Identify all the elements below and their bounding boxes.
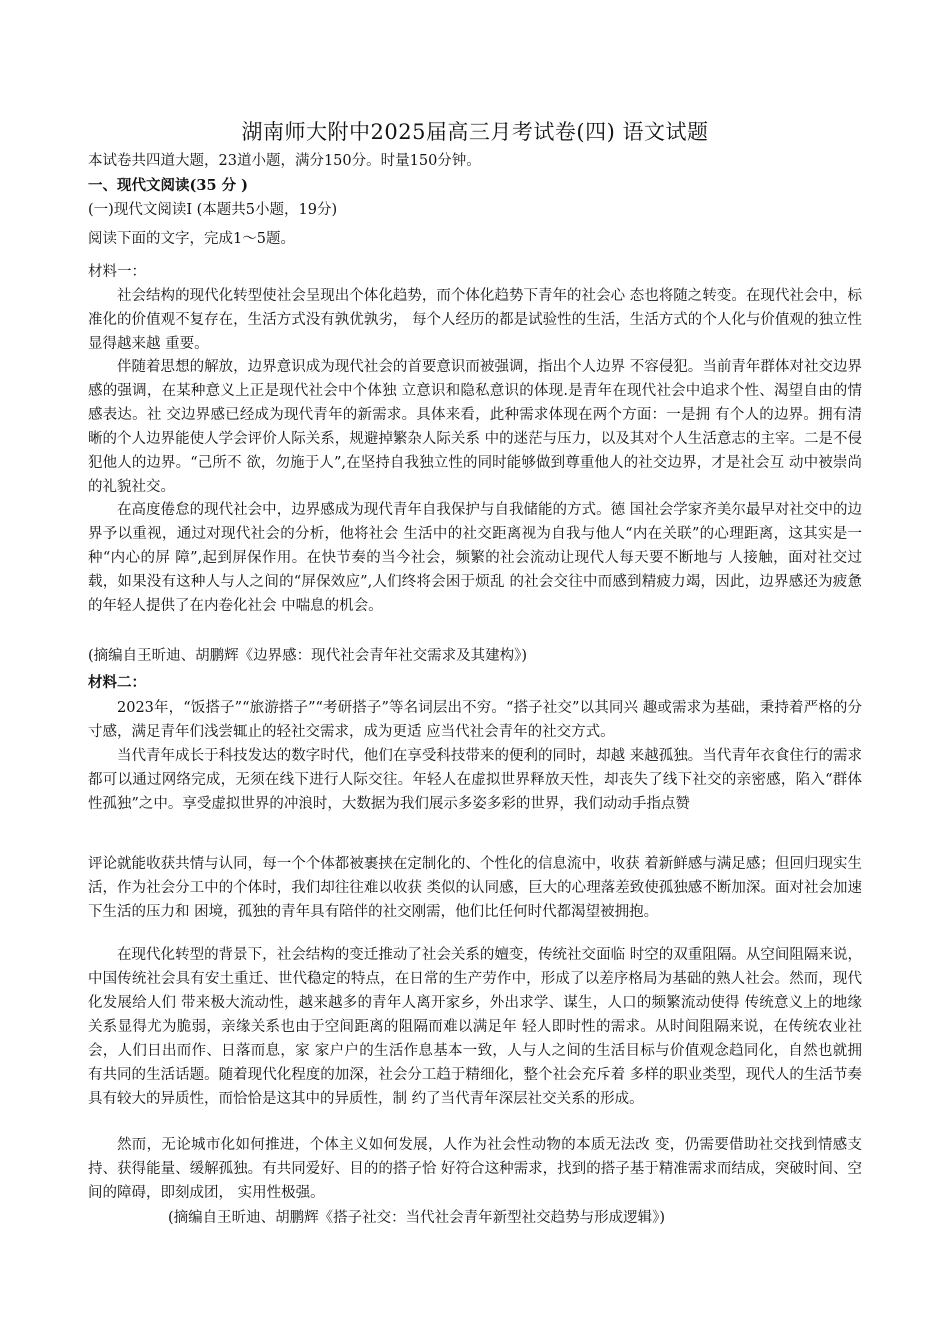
material-one-paragraph-2: 伴随着思想的解放，边界意识成为现代社会的首要意识而被强调，指出个人边界 不容侵犯。当前青年群体对社交边界感的强调，在某种意义上正是现代社会中个体独 立意识和隐私意识的体现.是青年在现代社会中追求个性、渴望自由的情感表达。社 交边界感已经成为现代青年的新需求。具体来看，此种需求体现在两个方面：一是拥 有个人的边界。拥有清晰的个人边界能使人学会评价人际关系，规避掉繁杂人际关系 中的迷茫与压力，以及其对个人生活意志的主宰。二是不侵犯他人的边界。“己所不 欲，勿施于人”,在坚持自我独立性的同时能够做到尊重他人的社交边界，才是社会互 动中被崇尚的礼貌社交。	[88, 359, 862, 495]
material-one-paragraph-1: 社会结构的现代化转型使社会呈现出个体化趋势，而个体化趋势下青年的社会心 态也将随之转变。在现代社会中，标准化的价值观不复存在，生活方式没有孰优孰劣， 每个人经历的都是试验性的生活，生活方式的个人化与价值观的独立性显得越来越 重要。	[88, 288, 862, 352]
exam-intro: 本试卷共四道大题，23道小题，满分150分。时量150分钟。	[88, 153, 481, 169]
material-two-paragraph-5: 然而，无论城市化如何推进，个体主义如何发展，人作为社会性动物的本质无法改 变，仍需要借助社交找到情感支持、获得能量、缓解孤独。有共同爱好、目的的搭子恰 好符合这种需求，找到的搭子基于精准需求而结成，突破时间、空间的障碍，即刻成团， 实用性极强。	[88, 1137, 862, 1201]
material-one-source: (摘编自王昕迪、胡鹏辉《边界感：现代社会青年社交需求及其建构》)	[88, 648, 528, 664]
material-one-label: 材料一：	[88, 264, 146, 280]
material-two-label: 材料二：	[88, 674, 146, 691]
page-title: 湖南师大附中2025届高三月考试卷(四) 语文试题	[241, 120, 709, 144]
material-one-paragraph-3: 在高度倦怠的现代社会中，边界感成为现代青年自我保护与自我储能的方式。德 国社会学家齐美尔最早对社交中的边界予以重视，通过对现代社会的分析，他将社会 生活中的社交距离视为自我与他人“内在关联”的心理距离，这其实是一种“内心的屏 障”,起到屏保作用。在快节奏的当今社会，频繁的社会流动让现代人每天要不断地与 人接触，面对社交过载，如果没有这种人与人之间的“屏保效应”,人们终将会困于烦乱 的社会交往中而感到精疲力竭，因此，边界感还为疲惫的年轻人提供了在内卷化社会 中喘息的机会。	[88, 502, 862, 614]
section-subheading: (一)现代文阅读Ⅰ (本题共5小题，19分)	[88, 202, 338, 218]
material-two-paragraph-3: 评论就能收获共情与认同，每一个个体都被裹挟在定制化的、个性化的信息流中，收获 着新鲜感与满足感；但回归现实生活，作为社会分工中的个体时，我们却往往难以收获 类似的认同感，巨大的心理落差致使孤独感不断加深。面对社会加速下生活的压力和 困境，孤独的青年具有陪伴的社交刚需，他们比任何时代都渴望被拥抱。	[88, 856, 862, 920]
material-two-paragraph-1: 2023年，“饭搭子”“旅游搭子”“考研搭子”等名词层出不穷。“搭子社交”以其同兴 趣或需求为基础，秉持着严格的分寸感，满足青年们浅尝辄止的轻社交需求，成为更适 应当代社会青年的社交方式。	[88, 700, 862, 740]
reading-instruction: 阅读下面的文字，完成1～5题。	[88, 231, 295, 247]
section-heading: 一、现代文阅读(35 分 )	[88, 177, 248, 194]
material-two-paragraph-2: 当代青年成长于科技发达的数字时代，他们在享受科技带来的便利的同时，却越 来越孤独。当代青年衣食住行的需求都可以通过网络完成，无须在线下进行人际交往。年轻人在虚拟世界释放天性，却丧失了线下社交的亲密感，陷入“群体性孤独”之中。享受虚拟世界的冲浪时，大数据为我们展示多姿多彩的世界，我们动动手指点赞	[88, 748, 862, 812]
material-two-paragraph-4: 在现代化转型的背景下，社会结构的变迁推动了社会关系的嬗变，传统社交面临 时空的双重阻隔。从空间阻隔来说，中国传统社会具有安土重迁、世代稳定的特点，在日常的生产劳作中，形成了以差序格局为基础的熟人社会。然而，现代化发展给人们 带来极大流动性，越来越多的青年人离开家乡，外出求学、谋生，人口的频繁流动使得 传统意义上的地缘关系显得尤为脆弱，亲缘关系也由于空间距离的阻隔而难以满足年 轻人即时性的需求。从时间阻隔来说，在传统农业社会，人们日出而作、日落而息，家 家户户的生活作息基本一致，人与人之间的生活目标与价值观念趋同化，自然也就拥 有共同的生活话题。随着现代化程度的加深，社会分工趋于精细化，整个社会充斥着 多样的职业类型，现代人的生活节奏具有较大的异质性，而恰恰是这其中的异质性，制 约了当代青年深层社交关系的形成。	[88, 947, 862, 1107]
material-two-source: (摘编自王昕迪、胡鹏辉《搭子社交：当代社会青年新型社交趋势与形成逻辑》)	[168, 1210, 666, 1226]
